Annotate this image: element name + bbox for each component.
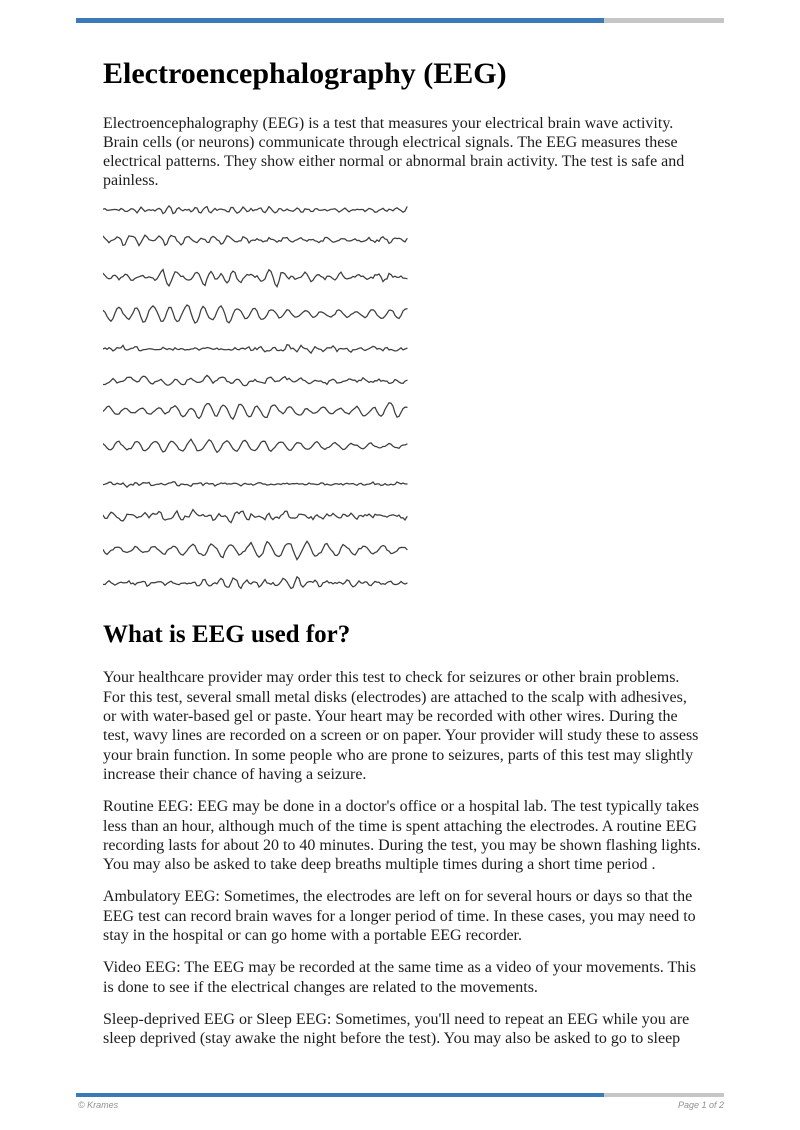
eeg-trace-9 xyxy=(103,481,407,486)
paragraph-routine-eeg: Routine EEG: EEG may be done in a doctor's office or a hospital lab. The test typically takes less than an hour, although much of the time is spent attaching the electrodes. A routine EEG recording lasts for about 20 to 40 minutes. During the test, you may be shown flashing lights. You may also be asked to take deep breaths multiple times during a short time period . xyxy=(103,798,701,874)
eeg-trace-4 xyxy=(103,305,407,323)
eeg-trace-6 xyxy=(103,375,407,385)
paragraph-sleep-eeg: Sleep-deprived EEG or Sleep EEG: Sometimes, you'll need to repeat an EEG while you are sleep deprived (stay awake the night before the test). You may also be asked to go to sleep xyxy=(103,1010,690,1048)
eeg-trace-12 xyxy=(103,577,407,589)
paragraph-usage: Your healthcare provider may order this test to check for seizures or other brain problems. For this test, several small metal disks (electrodes) are attached to the scalp with adhesives, or with water-based gel or paste. Your heart may be recorded with other wires. During the test, wavy lines are recorded on a screen or on paper. Your provider will study these to assess your brain function. In some people who are prone to seizures, parts of this test may slightly increase their chance of having a seizure. xyxy=(103,669,699,783)
eeg-traces-svg xyxy=(103,200,413,600)
eeg-waveform-figure xyxy=(103,200,413,600)
paragraph-ambulatory-eeg: Ambulatory EEG: Sometimes, the electrodes are left on for several hours or days so that the EEG test can record brain waves for a longer period of time. In these cases, you may need to stay in the hospital or can go home with a portable EEG recorder. xyxy=(103,888,696,944)
document-content xyxy=(103,0,703,1048)
intro-paragraph: Electroencephalography (EEG) is a test that measures your electrical brain wave activity. Brain cells (or neurons) communicate through electrical signals. The EEG measures these electrical patterns. They show either normal or abnormal brain activity. The test is safe and painless. xyxy=(103,114,685,190)
paragraph-video-eeg: Video EEG: The EEG may be recorded at the same time as a video of your movements. This is done to see if the electrical changes are related to the movements. xyxy=(103,959,696,996)
eeg-trace-7 xyxy=(103,402,407,418)
eeg-trace-11 xyxy=(103,541,407,559)
eeg-trace-1 xyxy=(103,206,407,214)
eeg-trace-8 xyxy=(103,439,407,452)
footer xyxy=(78,1100,724,1110)
footer-page-number: Page 1 of 2 xyxy=(677,1100,724,1110)
footer-rule-blue-segment xyxy=(76,1093,604,1097)
footer-rule xyxy=(76,1093,724,1097)
eeg-trace-3 xyxy=(103,269,407,286)
footer-copyright: © Krames xyxy=(78,1100,119,1110)
footer-rule-gray-segment xyxy=(604,1093,724,1097)
eeg-trace-10 xyxy=(103,509,407,522)
eeg-trace-5 xyxy=(103,344,407,353)
section-heading: What is EEG used for? xyxy=(103,620,351,648)
page-title: Electroencephalography (EEG) xyxy=(103,57,507,90)
eeg-trace-2 xyxy=(103,235,407,246)
